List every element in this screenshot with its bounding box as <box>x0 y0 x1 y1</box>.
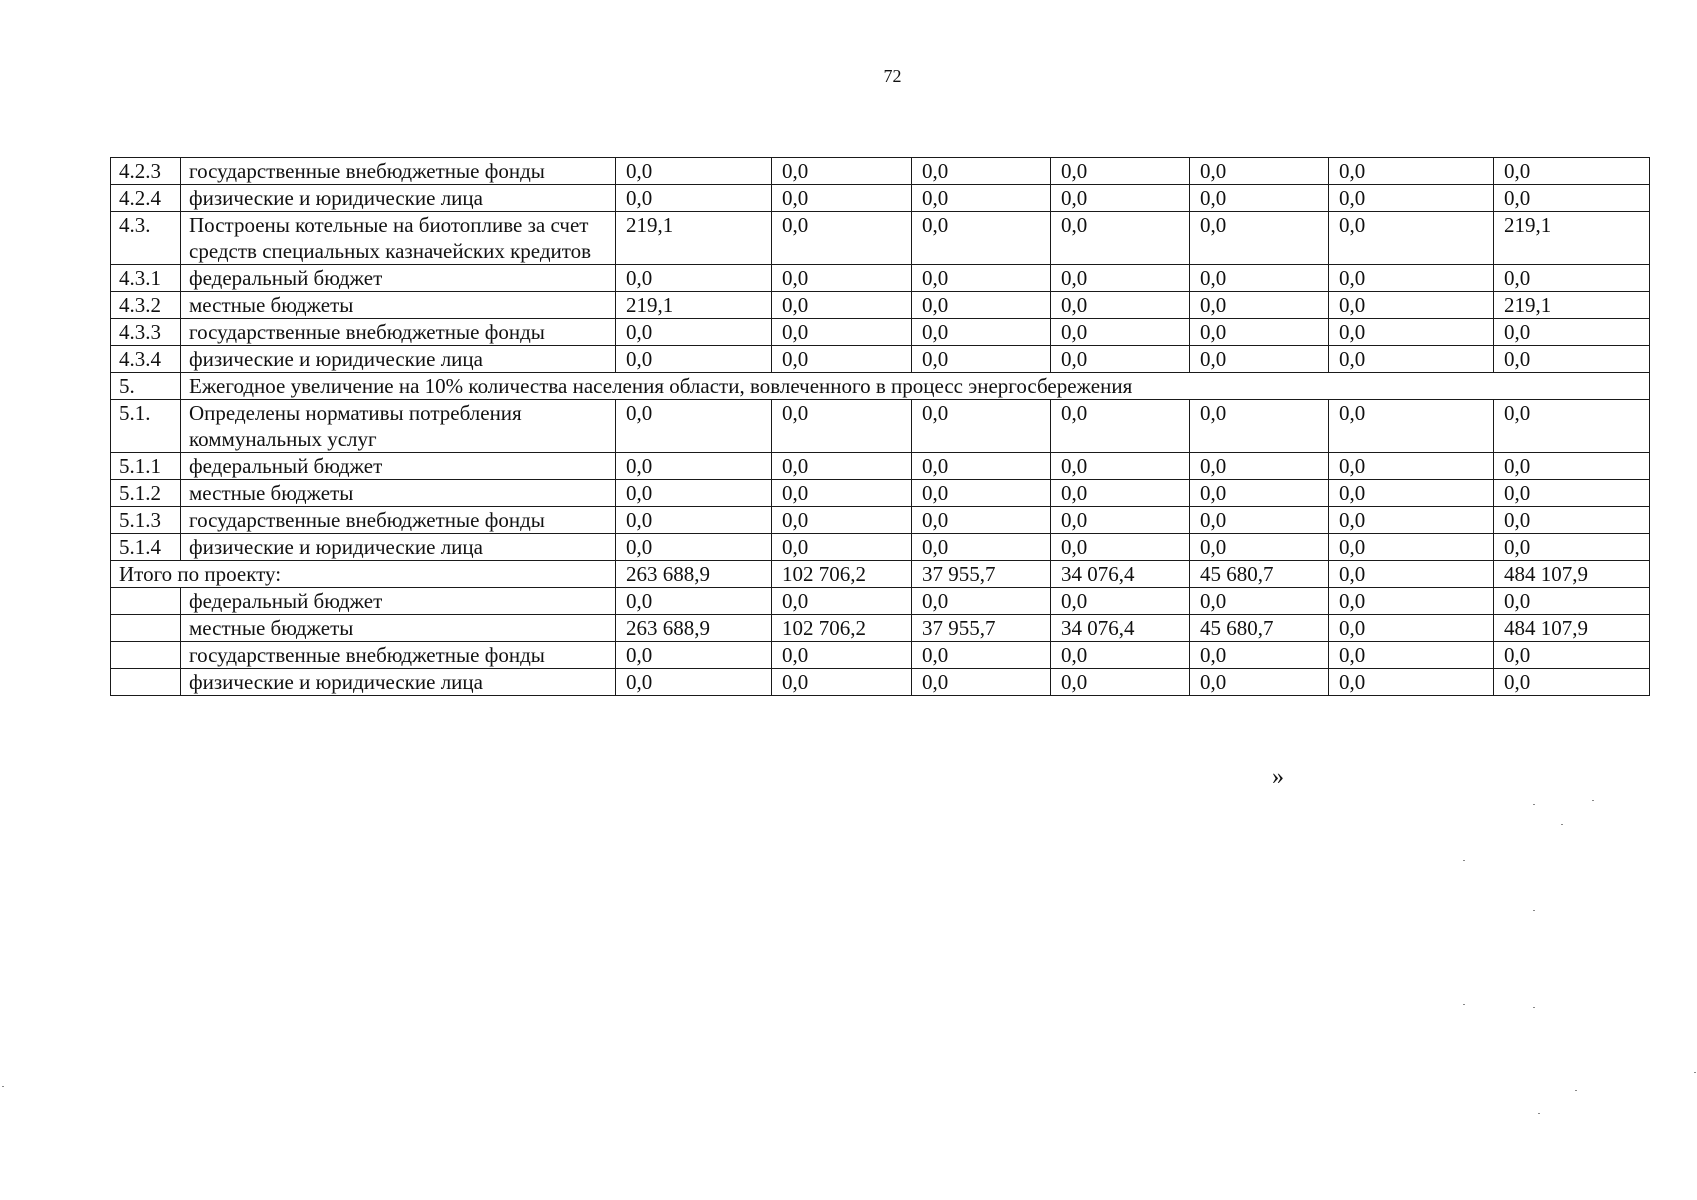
row-name: физические и юридические лица <box>181 346 616 373</box>
value-cell: 0,0 <box>616 346 772 373</box>
row-name: Построены котельные на биотопливе за счет средств специальных казначейских кредитов <box>181 212 616 265</box>
value-cell: 102 706,2 <box>772 561 912 588</box>
row-code: 5.1.3 <box>111 507 181 534</box>
total-row <box>111 561 1650 588</box>
value-cell: 0,0 <box>1051 212 1190 265</box>
value-cell: 0,0 <box>1051 480 1190 507</box>
value-cell: 0,0 <box>772 346 912 373</box>
value-cell: 0,0 <box>1051 588 1190 615</box>
value-cell: 219,1 <box>616 212 772 265</box>
value-cell: 0,0 <box>1329 507 1494 534</box>
value-cell: 0,0 <box>912 158 1051 185</box>
row-code <box>111 642 181 669</box>
closing-quote-mark: » <box>1272 764 1284 790</box>
value-cell: 0,0 <box>1190 453 1329 480</box>
value-cell: 0,0 <box>616 507 772 534</box>
value-cell: 37 955,7 <box>912 561 1051 588</box>
value-cell: 0,0 <box>1051 669 1190 696</box>
row-code: 4.3.1 <box>111 265 181 292</box>
value-cell: 37 955,7 <box>912 615 1051 642</box>
row-code: 4.3.2 <box>111 292 181 319</box>
value-cell: 0,0 <box>1190 534 1329 561</box>
value-cell: 0,0 <box>1494 642 1650 669</box>
value-cell: 0,0 <box>912 292 1051 319</box>
table-row <box>111 346 1650 373</box>
value-cell: 0,0 <box>616 480 772 507</box>
value-cell: 0,0 <box>1051 346 1190 373</box>
value-cell: 0,0 <box>912 212 1051 265</box>
value-cell: 0,0 <box>1494 453 1650 480</box>
value-cell: 0,0 <box>912 507 1051 534</box>
page-number: 72 <box>883 66 902 86</box>
row-code: 5.1.4 <box>111 534 181 561</box>
value-cell: 34 076,4 <box>1051 561 1190 588</box>
scan-speck <box>1538 1113 1540 1114</box>
scan-speck <box>1592 800 1594 801</box>
value-cell: 0,0 <box>1329 265 1494 292</box>
table-row <box>111 212 1650 265</box>
value-cell: 0,0 <box>1329 292 1494 319</box>
table-row <box>111 292 1650 319</box>
row-name: государственные внебюджетные фонды <box>181 319 616 346</box>
value-cell: 0,0 <box>1190 588 1329 615</box>
row-name: федеральный бюджет <box>181 588 616 615</box>
row-code: 4.3.3 <box>111 319 181 346</box>
value-cell: 45 680,7 <box>1190 561 1329 588</box>
value-cell: 0,0 <box>616 453 772 480</box>
value-cell: 0,0 <box>912 346 1051 373</box>
value-cell: 0,0 <box>772 534 912 561</box>
row-name: местные бюджеты <box>181 292 616 319</box>
table-row <box>111 185 1650 212</box>
value-cell: 0,0 <box>772 588 912 615</box>
value-cell: 0,0 <box>1494 346 1650 373</box>
row-name: государственные внебюджетные фонды <box>181 642 616 669</box>
value-cell: 0,0 <box>772 480 912 507</box>
scan-speck <box>1575 1090 1577 1091</box>
value-cell: 263 688,9 <box>616 561 772 588</box>
value-cell: 0,0 <box>616 185 772 212</box>
scan-speck <box>1533 804 1535 805</box>
value-cell: 0,0 <box>1051 158 1190 185</box>
value-cell: 0,0 <box>772 185 912 212</box>
value-cell: 0,0 <box>912 642 1051 669</box>
table-row <box>111 400 1650 453</box>
value-cell: 0,0 <box>1329 453 1494 480</box>
value-cell: 0,0 <box>1494 185 1650 212</box>
scan-speck <box>1463 1004 1465 1005</box>
row-code <box>111 615 181 642</box>
row-code: 4.3.4 <box>111 346 181 373</box>
value-cell: 0,0 <box>772 292 912 319</box>
table-row <box>111 480 1650 507</box>
scan-speck <box>1533 910 1535 911</box>
row-name: местные бюджеты <box>181 480 616 507</box>
section-title: Ежегодное увеличение на 10% количества населения области, вовлеченного в процесс энергосбережения <box>181 373 1650 400</box>
row-name: местные бюджеты <box>181 615 616 642</box>
value-cell: 0,0 <box>1190 265 1329 292</box>
value-cell: 0,0 <box>616 669 772 696</box>
value-cell: 0,0 <box>1051 265 1190 292</box>
table-row <box>111 669 1650 696</box>
value-cell: 0,0 <box>772 319 912 346</box>
value-cell: 0,0 <box>1494 588 1650 615</box>
value-cell: 0,0 <box>1494 534 1650 561</box>
value-cell: 0,0 <box>1051 534 1190 561</box>
value-cell: 0,0 <box>1494 669 1650 696</box>
value-cell: 0,0 <box>1190 346 1329 373</box>
total-label: Итого по проекту: <box>111 561 616 588</box>
table-row <box>111 265 1650 292</box>
value-cell: 0,0 <box>912 453 1051 480</box>
value-cell: 0,0 <box>616 400 772 453</box>
value-cell: 0,0 <box>1329 588 1494 615</box>
value-cell: 0,0 <box>1051 185 1190 212</box>
table-row <box>111 319 1650 346</box>
scan-speck <box>2 1086 4 1087</box>
value-cell: 0,0 <box>616 534 772 561</box>
value-cell: 0,0 <box>1494 400 1650 453</box>
table-row <box>111 158 1650 185</box>
value-cell: 263 688,9 <box>616 615 772 642</box>
value-cell: 0,0 <box>1051 319 1190 346</box>
value-cell: 0,0 <box>1494 480 1650 507</box>
value-cell: 0,0 <box>1494 265 1650 292</box>
value-cell: 0,0 <box>1329 400 1494 453</box>
value-cell: 0,0 <box>1329 642 1494 669</box>
row-name: физические и юридические лица <box>181 534 616 561</box>
value-cell: 0,0 <box>616 319 772 346</box>
value-cell: 0,0 <box>1051 400 1190 453</box>
value-cell: 0,0 <box>1329 534 1494 561</box>
value-cell: 0,0 <box>1329 615 1494 642</box>
value-cell: 0,0 <box>1329 319 1494 346</box>
row-name: Определены нормативы потребления коммунальных услуг <box>181 400 616 453</box>
value-cell: 0,0 <box>1329 669 1494 696</box>
value-cell: 0,0 <box>772 158 912 185</box>
row-name: федеральный бюджет <box>181 265 616 292</box>
value-cell: 0,0 <box>1190 480 1329 507</box>
value-cell: 0,0 <box>772 642 912 669</box>
scan-speck <box>1463 860 1465 861</box>
value-cell: 0,0 <box>1051 507 1190 534</box>
table-row <box>111 453 1650 480</box>
value-cell: 0,0 <box>1190 185 1329 212</box>
scan-speck <box>1533 1007 1535 1008</box>
value-cell: 102 706,2 <box>772 615 912 642</box>
value-cell: 0,0 <box>1190 507 1329 534</box>
value-cell: 0,0 <box>772 212 912 265</box>
value-cell: 0,0 <box>912 265 1051 292</box>
value-cell: 0,0 <box>1494 319 1650 346</box>
value-cell: 0,0 <box>1329 346 1494 373</box>
table-row <box>111 507 1650 534</box>
row-code: 5.1.2 <box>111 480 181 507</box>
value-cell: 0,0 <box>616 158 772 185</box>
value-cell: 484 107,9 <box>1494 615 1650 642</box>
value-cell: 34 076,4 <box>1051 615 1190 642</box>
section-row <box>111 373 1650 400</box>
value-cell: 0,0 <box>616 642 772 669</box>
value-cell: 0,0 <box>912 480 1051 507</box>
row-code: 4.2.4 <box>111 185 181 212</box>
value-cell: 0,0 <box>912 185 1051 212</box>
value-cell: 0,0 <box>1190 669 1329 696</box>
value-cell: 0,0 <box>1051 453 1190 480</box>
value-cell: 0,0 <box>1190 292 1329 319</box>
value-cell: 0,0 <box>1190 642 1329 669</box>
value-cell: 0,0 <box>912 669 1051 696</box>
budget-table <box>110 157 1650 696</box>
value-cell: 0,0 <box>772 507 912 534</box>
value-cell: 0,0 <box>1494 507 1650 534</box>
value-cell: 0,0 <box>1494 158 1650 185</box>
value-cell: 0,0 <box>1329 185 1494 212</box>
value-cell: 0,0 <box>772 453 912 480</box>
value-cell: 219,1 <box>1494 212 1650 265</box>
value-cell: 0,0 <box>1190 158 1329 185</box>
value-cell: 0,0 <box>1190 212 1329 265</box>
row-name: физические и юридические лица <box>181 669 616 696</box>
value-cell: 0,0 <box>772 669 912 696</box>
value-cell: 0,0 <box>1051 292 1190 319</box>
value-cell: 45 680,7 <box>1190 615 1329 642</box>
row-name: государственные внебюджетные фонды <box>181 158 616 185</box>
value-cell: 219,1 <box>616 292 772 319</box>
value-cell: 0,0 <box>1190 319 1329 346</box>
table-row <box>111 642 1650 669</box>
table-row <box>111 534 1650 561</box>
row-code: 5. <box>111 373 181 400</box>
value-cell: 0,0 <box>772 265 912 292</box>
table-row <box>111 588 1650 615</box>
value-cell: 484 107,9 <box>1494 561 1650 588</box>
row-code: 5.1.1 <box>111 453 181 480</box>
value-cell: 0,0 <box>1329 158 1494 185</box>
value-cell: 0,0 <box>1051 642 1190 669</box>
value-cell: 0,0 <box>616 265 772 292</box>
value-cell: 0,0 <box>1190 400 1329 453</box>
value-cell: 0,0 <box>912 319 1051 346</box>
row-code: 4.3. <box>111 212 181 265</box>
value-cell: 0,0 <box>912 400 1051 453</box>
value-cell: 0,0 <box>912 534 1051 561</box>
value-cell: 0,0 <box>1329 212 1494 265</box>
row-code: 4.2.3 <box>111 158 181 185</box>
row-code: 5.1. <box>111 400 181 453</box>
table-row <box>111 615 1650 642</box>
row-code <box>111 669 181 696</box>
value-cell: 0,0 <box>1329 561 1494 588</box>
value-cell: 219,1 <box>1494 292 1650 319</box>
value-cell: 0,0 <box>912 588 1051 615</box>
row-name: физические и юридические лица <box>181 185 616 212</box>
scan-speck <box>1561 824 1563 825</box>
table-body <box>111 158 1650 696</box>
scan-speck <box>1694 1072 1696 1073</box>
row-name: федеральный бюджет <box>181 453 616 480</box>
row-code <box>111 588 181 615</box>
value-cell: 0,0 <box>616 588 772 615</box>
row-name: государственные внебюджетные фонды <box>181 507 616 534</box>
value-cell: 0,0 <box>772 400 912 453</box>
value-cell: 0,0 <box>1329 480 1494 507</box>
